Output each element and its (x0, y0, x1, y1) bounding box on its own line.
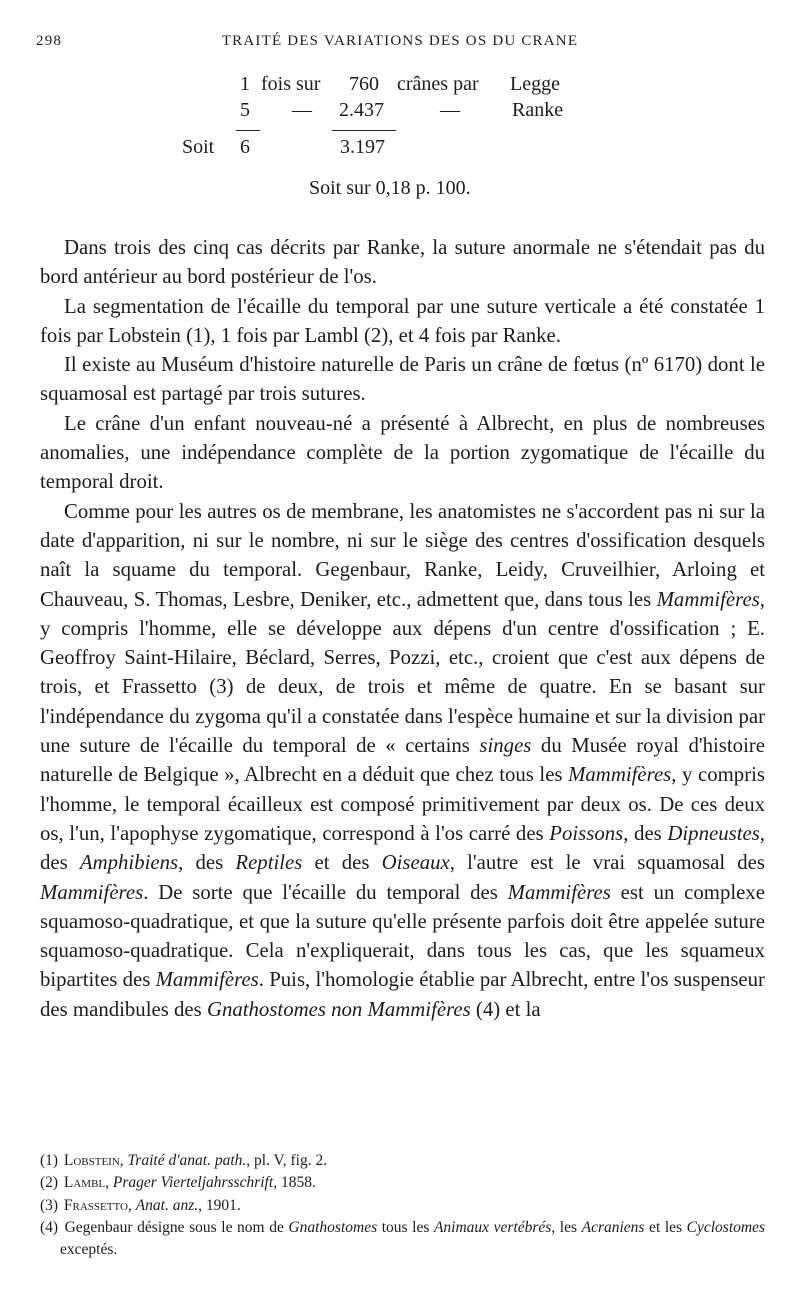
footnote-title: Anat. anz. (135, 1196, 199, 1214)
footnote-separator: , (105, 1174, 113, 1192)
footnote-text: tous les (377, 1218, 434, 1236)
running-title: TRAITÉ DES VARIATIONS DES OS DU CRANE (221, 33, 579, 49)
page-number: 298 (36, 33, 63, 49)
footnote-text: exceptés. (60, 1241, 118, 1259)
p5-text: . Puis, l'homologie établie par Albrecht, entre l'os suspenseur des mandibules des (40, 968, 765, 1021)
footnote-4 (40, 1217, 765, 1262)
row1-words: fois sur (261, 73, 321, 95)
footnote-rest: , pl. V, fig. 2. (246, 1152, 328, 1169)
p5-text: , l'autre est le vrai squamosal des (449, 851, 765, 875)
footnote-separator: , (119, 1152, 128, 1169)
footnote-text: et les (644, 1218, 687, 1236)
footnote-1 (40, 1150, 765, 1172)
footnote-author: Lambl (63, 1174, 106, 1192)
p5-italic: Mammifères (656, 587, 760, 611)
footnote-author: Lobstein (63, 1152, 120, 1169)
p5-italic: Poissons (549, 821, 624, 845)
footnote-text: Gegenbaur désigne sous le nom de (64, 1218, 289, 1236)
row2-dash-1: — (292, 99, 312, 121)
row2-author: Ranke (512, 99, 564, 121)
footnote-italic: Cyclostomes (686, 1218, 766, 1236)
p5-text: du Musée royal d'histoire naturelle de Belgique », Albrecht en a déduit que chez tous les (40, 734, 766, 787)
p5-italic: singes (479, 734, 532, 758)
p5-italic: Reptiles (235, 851, 303, 875)
footnote-number: (1) (40, 1152, 59, 1169)
row2-dash-2: — (440, 99, 460, 121)
main-text (40, 233, 765, 1024)
footnote-2 (40, 1172, 765, 1194)
p5-text: Comme pour les autres os de membrane, les anatomistes ne s'accordent pas ni sur la date d'apparition, ni sur le nombre, ni sur le siège des centres d'ossification desquels naît la squame du temporal. Gegenbaur, Ranke, Leidy, Cruveilhier, Arloing et Chauveau, S. Thomas, Lesbre, Deniker, etc., admettent que, dans tous les (40, 499, 765, 611)
p5-italic: Mammifères (507, 880, 611, 904)
p5-text: , des (40, 821, 765, 875)
sum-rule-value (332, 130, 396, 131)
p5-text: , des (178, 851, 236, 875)
summary-line: Soit sur 0,18 p. 100. (309, 177, 471, 199)
p5-italic: Dipneustes (667, 821, 760, 845)
row1-value: 760 (349, 73, 379, 95)
row1-tail: crânes par (397, 73, 479, 95)
footnote-italic: Acraniens (581, 1218, 645, 1236)
p5-italic: Mammifères (40, 880, 144, 904)
footnote-italic: Animaux vertébrés (433, 1218, 552, 1236)
footnote-title: Traité d'anat. path. (127, 1152, 247, 1169)
footnote-3 (40, 1195, 765, 1217)
footnotes (40, 1150, 765, 1261)
total-count: 6 (240, 136, 250, 158)
p5-italic: Oiseaux (381, 851, 450, 875)
footnote-italic: Gnathostomes (288, 1218, 378, 1236)
footnote-text: , les (551, 1218, 582, 1236)
row1-author: Legge (510, 73, 560, 95)
p5-text: . De sorte que l'écaille du temporal des (143, 880, 508, 904)
total-value: 3.197 (340, 136, 385, 158)
footnote-rest: , 1858. (273, 1174, 316, 1192)
footnote-number: (2) (40, 1174, 59, 1192)
footnote-separator: , (127, 1196, 136, 1214)
p5-text: et des (302, 851, 382, 875)
total-label: Soit (182, 136, 215, 158)
p5-text: est un complexe squamoso-quadratique, et que la suture qu'elle présente parfois doit être appelée suture squamoso-quadratique. Cela n'expliquerait, dans tous les cas, que les squameux bipartites des (40, 880, 765, 992)
paragraph-2: La segmentation de l'écaille du temporal par une suture verticale a été constatée 1 fois par Lobstein (1), 1 fois par Lambl (2), et 4 fois par Ranke. (40, 294, 765, 347)
row2-value: 2.437 (339, 99, 384, 121)
footnote-rest: , 1901. (198, 1196, 241, 1214)
p5-italic: Amphibiens (79, 851, 179, 875)
footnote-author: Frassetto (63, 1196, 128, 1214)
footnote-number: (3) (40, 1196, 59, 1214)
sum-rule-count (236, 130, 260, 131)
p5-text: (4) et la (470, 997, 541, 1021)
paragraph-5 (40, 497, 765, 1024)
p5-italic: Mammifères (568, 763, 672, 787)
p5-italic: Gnathostomes non Mammifères (206, 997, 471, 1021)
footnote-title: Prager Vierteljahrsschrift (112, 1174, 274, 1192)
p5-text: , y compris l'homme, le temporal écailleux est composé primitivement par deux os. De ces deux os, l'un, l'apophyse zygomatique, correspond à l'os carré des (40, 763, 765, 845)
paragraph-4: Le crâne d'un enfant nouveau-né a présenté à Albrecht, en plus de nombreuses anomalies, une indépendance complète de la portion zygomatique de l'écaille du temporal droit. (40, 411, 765, 494)
running-header (36, 33, 764, 55)
p5-text: , y compris l'homme, elle se développe aux dépens d'un centre d'ossification ; E. Geoffroy Saint-Hilaire, Béclard, Serres, Pozzi, etc., croient que c'est aux dépens de trois, et Frassetto (3) de deux, de trois et même de quatre. En se basant sur l'indépendance du zygoma qu'il a constatée dans l'espèce humaine et sur la division par une suture de l'écaille du temporal de « certains (40, 587, 765, 758)
p5-italic: Mammifères (155, 968, 259, 992)
p5-text: , des (623, 821, 668, 845)
paragraph-1: Dans trois des cinq cas décrits par Ranke, la suture anormale ne s'étendait pas du bord antérieur au bord postérieur de l'os. (40, 236, 765, 289)
row1-count: 1 (240, 73, 250, 95)
row2-count: 5 (240, 99, 250, 121)
paragraph-3: Il existe au Muséum d'histoire naturelle de Paris un crâne de fœtus (nº 6170) dont le squamosal est partagé par trois sutures. (40, 353, 765, 406)
footnote-number: (4) (40, 1218, 59, 1236)
